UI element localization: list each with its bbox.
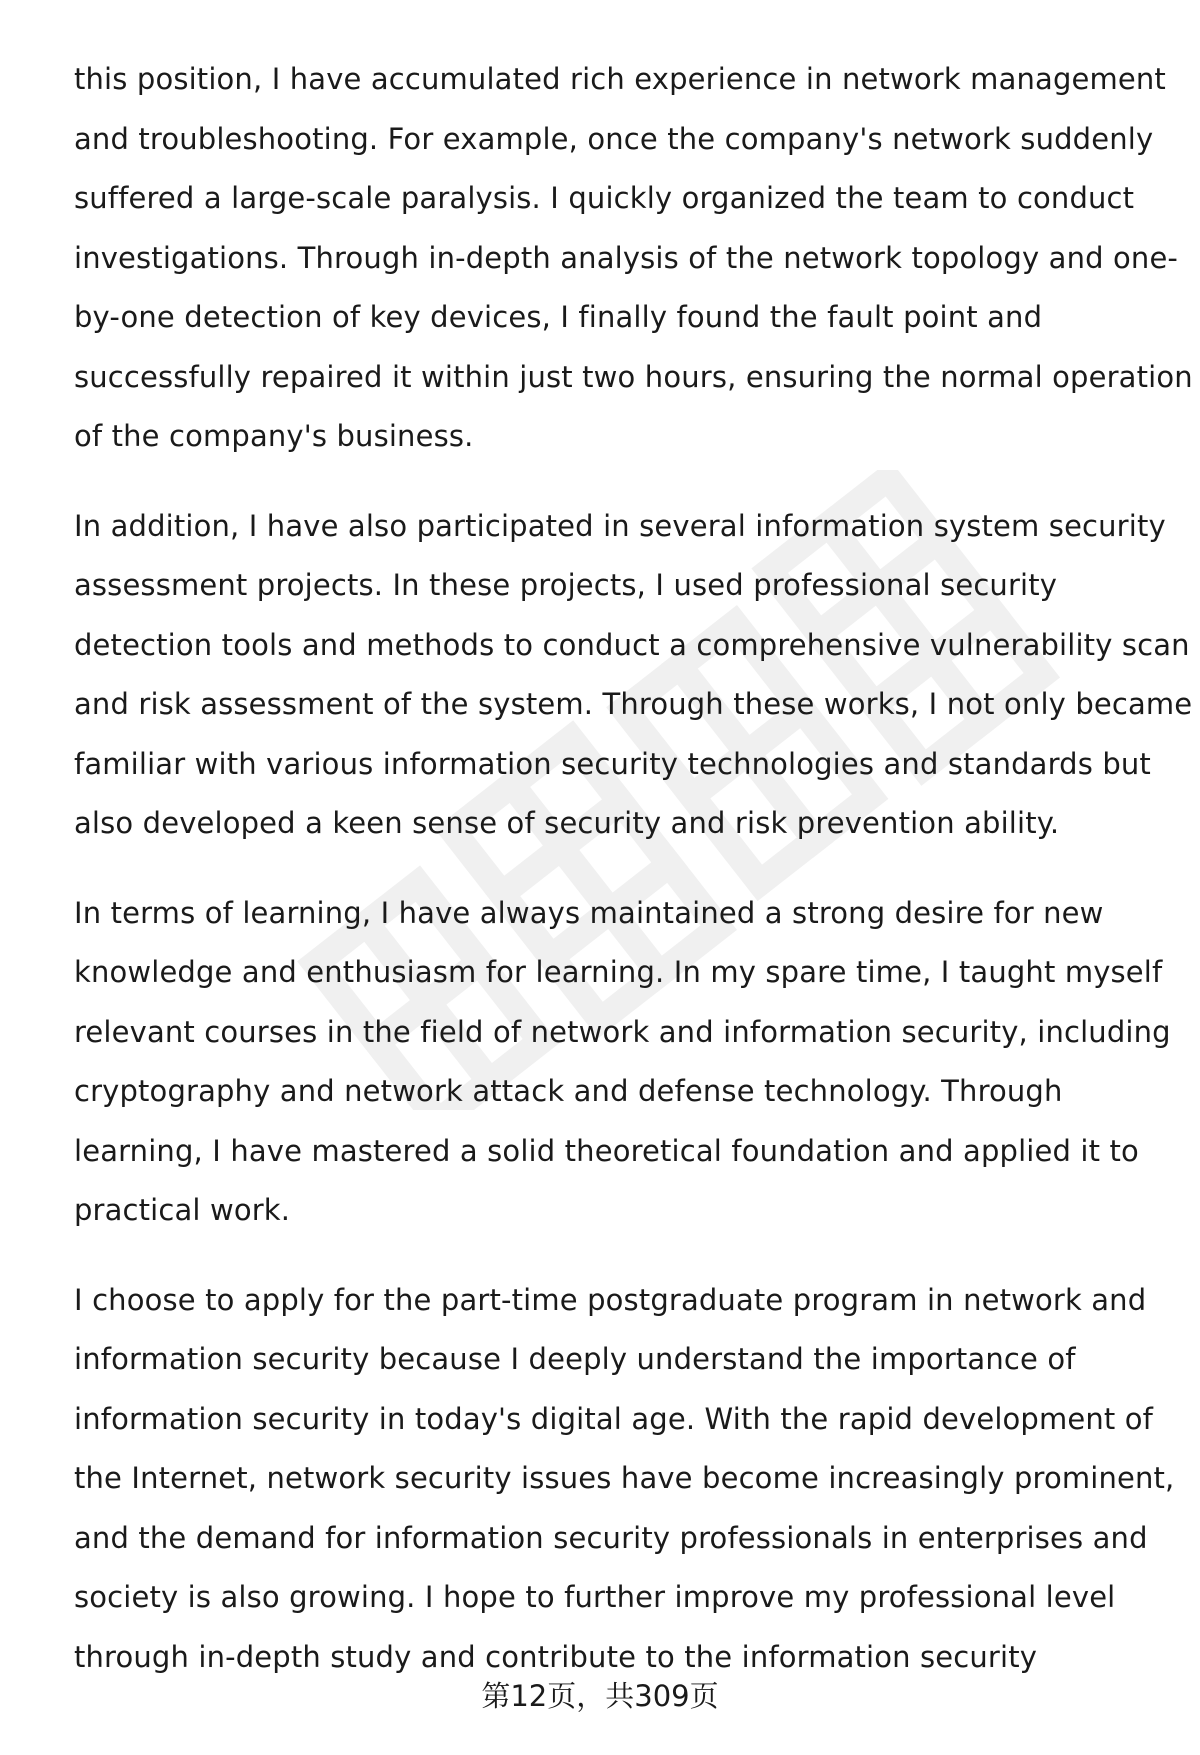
page-body <box>74 50 1193 1717</box>
text-line: practical work. <box>74 1193 291 1227</box>
text-line: I choose to apply for the part-time postgraduate program in network and <box>74 1282 1147 1317</box>
text-line: knowledge and enthusiasm for learning. In my spare time, I taught myself <box>74 955 1163 989</box>
text-line: through in-depth study and contribute to the information security <box>74 1639 1038 1674</box>
text-line: detection tools and methods to conduct a comprehensive vulnerability scan <box>74 627 1190 662</box>
text-line: familiar with various information security technologies and standards but <box>74 746 1151 781</box>
paragraph-security-assessment <box>74 497 1193 854</box>
text-line: this position, I have accumulated rich experience in network management <box>74 62 1166 96</box>
text-line: assessment projects. In these projects, I used professional security <box>74 568 1058 602</box>
text-line: In addition, I have also participated in several information system security <box>74 508 1166 543</box>
text-line: cryptography and network attack and defense technology. Through <box>74 1074 1063 1108</box>
text-line: information security in today's digital age. With the rapid development of <box>74 1401 1154 1436</box>
paragraph-motivation <box>74 1271 1175 1688</box>
text-line: investigations. Through in-depth analysis of the network topology and one- <box>74 240 1179 275</box>
text-line: and troubleshooting. For example, once the company's network suddenly <box>74 121 1154 156</box>
text-line: and risk assessment of the system. Through these works, I not only became <box>74 687 1193 721</box>
text-line: successfully repaired it within just two hours, ensuring the normal operation <box>74 359 1193 394</box>
text-line: suffered a large-scale paralysis. I quickly organized the team to conduct <box>74 181 1135 215</box>
paragraph-work-experience <box>74 50 1193 467</box>
text-line: by-one detection of key devices, I finally found the fault point and <box>74 300 1043 334</box>
text-line: and the demand for information security professionals in enterprises and <box>74 1520 1148 1555</box>
text-line: relevant courses in the field of network and information security, including <box>74 1014 1171 1049</box>
text-line: information security because I deeply understand the importance of <box>74 1342 1076 1376</box>
text-line: In terms of learning, I have always maintained a strong desire for new <box>74 895 1104 930</box>
text-line: of the company's business. <box>74 419 474 453</box>
text-line: learning, I have mastered a solid theoretical foundation and applied it to <box>74 1133 1139 1168</box>
text-line: also developed a keen sense of security and risk prevention ability. <box>74 806 1060 840</box>
page-number-footer: 第12页，共309页 <box>481 1679 719 1713</box>
text-line: the Internet, network security issues have become increasingly prominent, <box>74 1461 1175 1495</box>
paragraph-learning <box>74 884 1171 1241</box>
text-line: society is also growing. I hope to further improve my professional level <box>74 1580 1116 1614</box>
